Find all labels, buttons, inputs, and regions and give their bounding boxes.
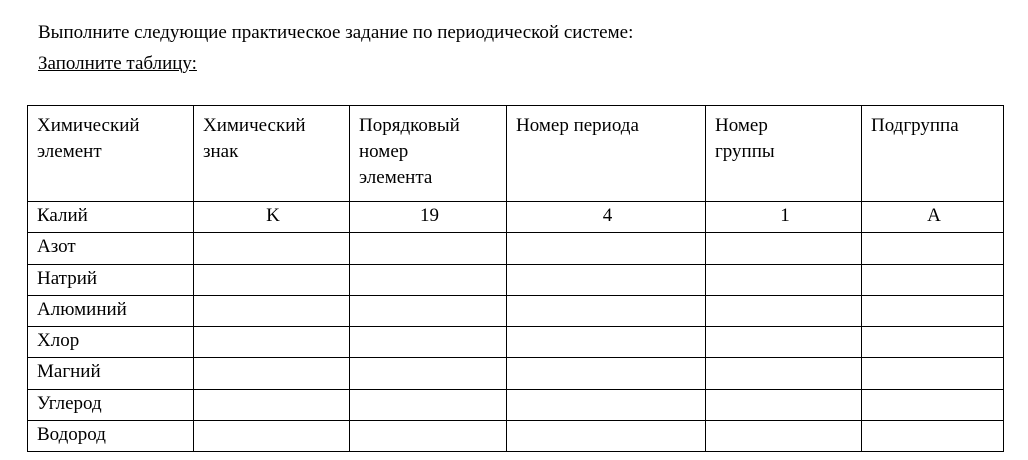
column-header-line: Подгруппа: [871, 115, 959, 136]
table-cell: А: [862, 202, 1004, 233]
table-row: [28, 264, 1004, 295]
column-header-line: элемент: [37, 141, 102, 162]
table-cell: K: [194, 202, 350, 233]
table-cell: [194, 233, 350, 264]
column-header-line: элемента: [359, 167, 433, 188]
column-header: [507, 106, 706, 202]
column-header: [706, 106, 862, 202]
table-cell: [507, 358, 706, 389]
column-header: [194, 106, 350, 202]
element-name-cell: Хлор: [28, 327, 194, 358]
table-cell: [350, 389, 507, 420]
element-name-cell: Алюминий: [28, 295, 194, 326]
table-row: [28, 421, 1004, 452]
table-cell: [350, 295, 507, 326]
table-cell: [862, 327, 1004, 358]
table-body: [28, 106, 1004, 452]
element-name-cell: Углерод: [28, 389, 194, 420]
table-cell: 1: [706, 202, 862, 233]
table-title: Заполните таблицу:: [38, 53, 197, 74]
table-cell: [706, 295, 862, 326]
element-name-cell: Магний: [28, 358, 194, 389]
table-cell: [706, 421, 862, 452]
table-cell: [862, 295, 1004, 326]
table-cell: [706, 358, 862, 389]
table-cell: [194, 327, 350, 358]
element-name-cell: Калий: [28, 202, 194, 233]
table-cell: 4: [507, 202, 706, 233]
column-header-line: Номер периода: [516, 115, 639, 136]
table-cell: [350, 421, 507, 452]
column-header-line: Номер: [715, 115, 768, 136]
table-cell: [194, 264, 350, 295]
table-cell: [862, 389, 1004, 420]
column-header-line: знак: [203, 141, 239, 162]
table-row: [28, 389, 1004, 420]
table-cell: [706, 389, 862, 420]
table-cell: [507, 233, 706, 264]
table-row: [28, 295, 1004, 326]
table-cell: [350, 264, 507, 295]
column-header: [862, 106, 1004, 202]
table-cell: [194, 389, 350, 420]
column-header: [350, 106, 507, 202]
table-cell: [862, 421, 1004, 452]
column-header-line: Порядковый: [359, 115, 460, 136]
table-cell: [862, 358, 1004, 389]
element-name-cell: Натрий: [28, 264, 194, 295]
table-cell: [507, 327, 706, 358]
table-cell: [862, 264, 1004, 295]
column-header-line: номер: [359, 141, 409, 162]
element-name-cell: Водород: [28, 421, 194, 452]
table-cell: [350, 233, 507, 264]
table-row: [28, 233, 1004, 264]
column-header-line: группы: [715, 141, 775, 162]
table-cell: [862, 233, 1004, 264]
table-row: [28, 358, 1004, 389]
table-cell: [350, 358, 507, 389]
table-cell: [194, 358, 350, 389]
elements-table: [27, 105, 1004, 452]
column-header-line: Химический: [37, 115, 140, 136]
table-cell: [507, 389, 706, 420]
column-header-line: Химический: [203, 115, 306, 136]
table-cell: 19: [350, 202, 507, 233]
table-header-row: [28, 106, 1004, 202]
table-cell: [706, 264, 862, 295]
table-cell: [706, 233, 862, 264]
column-header: [28, 106, 194, 202]
table-cell: [507, 264, 706, 295]
instruction-text: Выполните следующие практическое задание по периодической системе:: [38, 22, 634, 43]
table-cell: [507, 421, 706, 452]
element-name-cell: Азот: [28, 233, 194, 264]
table-row: [28, 327, 1004, 358]
table-cell: [350, 327, 507, 358]
table-cell: [706, 327, 862, 358]
table-cell: [194, 421, 350, 452]
table-cell: [507, 295, 706, 326]
table-row: [28, 202, 1004, 233]
table-cell: [194, 295, 350, 326]
